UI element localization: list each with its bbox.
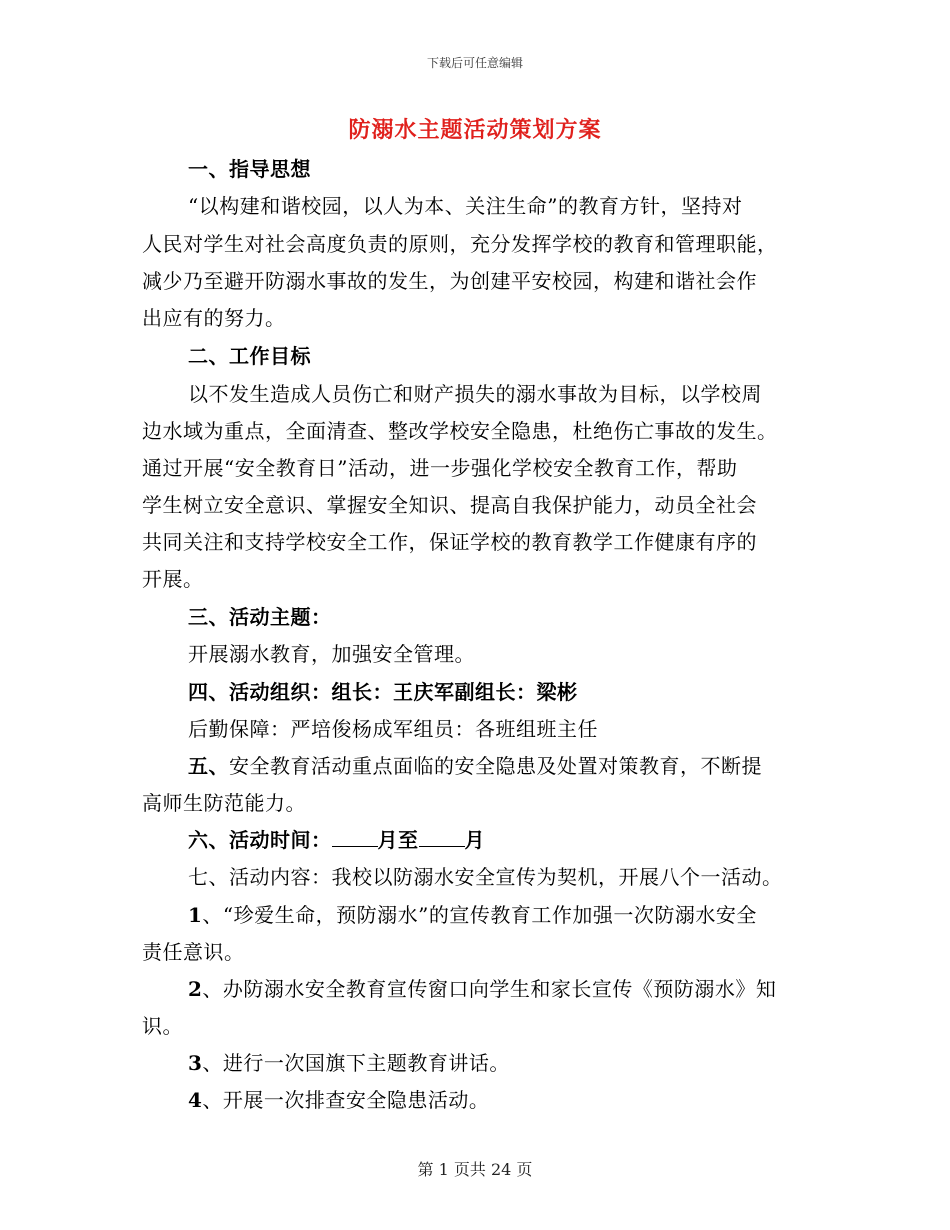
paragraph-line: 出应有的努力。 <box>142 306 286 330</box>
paragraph-line: 后勤保障：严培俊杨成军组员：各班组班主任 <box>188 717 598 741</box>
item-1-number: 1 <box>188 903 203 927</box>
section-1-heading: 一、指导思想 <box>188 157 311 181</box>
section-2-heading: 二、工作目标 <box>188 344 311 368</box>
section-6-month-start: 月至 <box>377 828 419 852</box>
paragraph-line: 学生树立安全意识、掌握安全知识、提高自我保护能力，动员全社会 <box>142 493 757 517</box>
header-note: 下载后可任意编辑 <box>426 56 523 70</box>
paragraph-line: 以不发生造成人员伤亡和财产损失的溺水事故为目标，以学校周 <box>188 382 762 406</box>
section-6-line <box>188 827 808 853</box>
item-4-text: 、开展一次排查安全隐患活动。 <box>202 1088 490 1112</box>
paragraph-line: 边水域为重点，全面清查、整改学校安全隐患，杜绝伤亡事故的发生。 <box>142 419 778 443</box>
section-6-label: 六、活动时间： <box>188 828 332 852</box>
item-4-line <box>188 1087 808 1113</box>
page-number-footer: 第 1 页共 24 页 <box>417 1160 533 1179</box>
paragraph-line: 共同关注和支持学校安全工作，保证学校的教育教学工作健康有序的 <box>142 530 757 554</box>
section-4-heading: 四、活动组织：组长：王庆军副组长：梁彬 <box>188 680 578 704</box>
paragraph-line: 减少乃至避开防溺水事故的发生，为创建平安校园，构建和谐社会作 <box>142 269 757 293</box>
blank-underline <box>332 828 378 847</box>
paragraph-line: “以构建和谐校园，以人为本、关注生命”的教育方针，坚持对 <box>188 194 743 218</box>
section-6-month-end: 月 <box>464 828 485 852</box>
item-1-text: 、“珍爱生命，预防溺水”的宣传教育工作加强一次防溺水安全 <box>202 903 757 927</box>
blank-underline <box>419 828 465 847</box>
section-5-text: 安全教育活动重点面临的安全隐患及处置对策教育，不断提 <box>229 754 762 778</box>
item-3-text: 、进行一次国旗下主题教育讲话。 <box>202 1051 510 1075</box>
paragraph-line: 开展溺水教育，加强安全管理。 <box>188 642 475 666</box>
item-2-number: 2 <box>188 977 203 1001</box>
paragraph-line: 责任意识。 <box>142 940 245 964</box>
item-3-number: 3 <box>188 1051 203 1075</box>
paragraph-line: 人民对学生对社会高度负责的原则，充分发挥学校的教育和管理职能， <box>142 232 778 256</box>
item-1-line <box>188 902 808 928</box>
section-7-line: 七、活动内容：我校以防溺水安全宣传为契机，开展八个一活动。 <box>188 865 783 889</box>
paragraph-line: 通过开展“安全教育日”活动，进一步强化学校安全教育工作，帮助 <box>142 456 738 480</box>
paragraph-line: 高师生防范能力。 <box>142 791 306 815</box>
item-2-line <box>188 976 808 1002</box>
paragraph-line: 开展。 <box>142 567 204 591</box>
item-2-text: 、办防溺水安全教育宣传窗口向学生和家长宣传《预防溺水》知 <box>202 977 777 1001</box>
section-3-heading: 三、活动主题： <box>188 605 332 629</box>
item-3-line <box>188 1050 808 1076</box>
section-5-line <box>188 753 808 779</box>
item-4-number: 4 <box>188 1088 203 1112</box>
document-title: 防溺水主题活动策划方案 <box>348 117 602 143</box>
section-5-number: 五、 <box>188 754 229 778</box>
paragraph-line: 识。 <box>142 1014 183 1038</box>
